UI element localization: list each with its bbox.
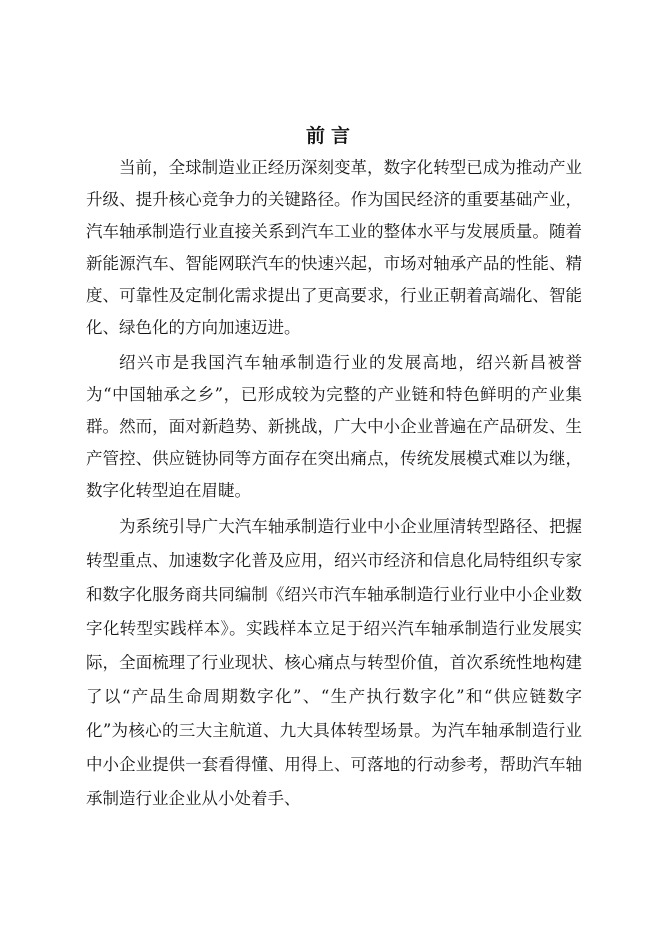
- paragraph-3: 为系统引导广大汽车轴承制造行业中小企业厘清转型路径、把握转型重点、加速数字化普及应用，绍兴市经济和信息化局特组织专家和数字化服务商共同编制《绍兴市汽车轴承制造行业行业中小企业数字化转型实践样本》。实践样本立足于绍兴汽车轴承制造行业发展实际，全面梳理了行业现状、核心痛点与转型价值，首次系统性地构建了以“产品生命周期数字化”、“生产执行数字化”和“供应链数字化”为核心的三大主航道、九大具体转型场景。为汽车轴承制造行业中小企业提供一套看得懂、用得上、可落地的行动参考，帮助汽车轴承制造行业企业从小处着手、: [86, 517, 582, 808]
- paragraph-1: 当前，全球制造业正经历深刻变革，数字化转型已成为推动产业升级、提升核心竞争力的关键路径。作为国民经济的重要基础产业，汽车轴承制造行业直接关系到汽车工业的整体水平与发展质量。随着新能源汽车、智能网联汽车的快速兴起，市场对轴承产品的性能、精度、可靠性及定制化需求提出了更高要求，行业正朝着高端化、智能化、绿色化的方向加速迈进。: [86, 158, 582, 337]
- page-title: 前言: [305, 125, 356, 147]
- paragraph-2: 绍兴市是我国汽车轴承制造行业的发展高地，绍兴新昌被誉为“中国轴承之乡”，已形成较为完整的产业链和特色鲜明的产业集群。然而，面对新趋势、新挑战，广大中小企业普遍在产品研发、生产管控、供应链协同等方面存在突出痛点，传统发展模式难以为继，数字化转型迫在眉睫。: [86, 353, 582, 500]
- preface-body: [86, 152, 582, 816]
